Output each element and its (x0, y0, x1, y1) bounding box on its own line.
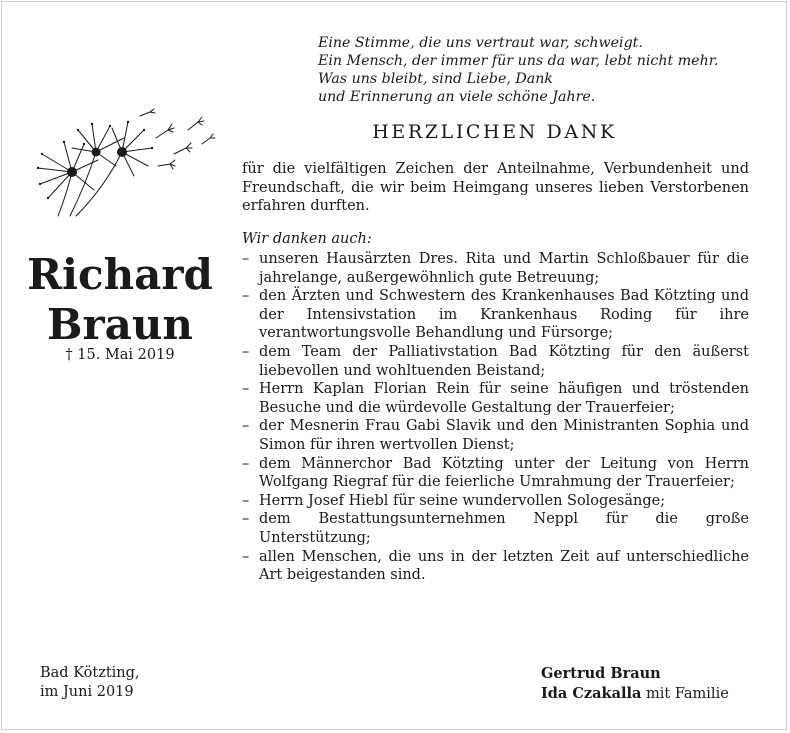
first-name: Richard (27, 250, 213, 299)
dash: – (242, 251, 250, 267)
thanks-intro: Wir danken auch: (242, 231, 372, 247)
list-item-text: allen Menschen, die uns in der letzten Zeit auf unterschiedliche Art beigestanden sind. (259, 548, 749, 584)
dash: – (242, 288, 250, 305)
list-item (242, 492, 749, 511)
list-item-text: den Ärzten und Schwestern des Krankenhauses Bad Kötzting und der Intensivstation im Krankenhaus Roding für ihre verantwortungsvolle Behandlung und Fürsorge; (259, 288, 749, 342)
list-item (242, 548, 749, 585)
list-item-text: Herrn Kaplan Florian Rein für seine häufigen und tröstenden Besuche und die würdevolle Gestaltung der Trauerfeier; (259, 381, 749, 416)
death-date: † 15. Mai 2019 (65, 347, 175, 363)
poem-line: und Erinnerung an viele schöne Jahre. (318, 89, 596, 105)
list-item (242, 343, 749, 380)
deceased-name (20, 250, 220, 350)
list-item (242, 287, 749, 343)
poem-line: Was uns bleibt, sind Liebe, Dank (318, 71, 553, 87)
dash: – (242, 511, 250, 528)
poem-line: Eine Stimme, die uns vertraut war, schweigt. (318, 35, 643, 51)
dash: – (242, 343, 250, 360)
list-item-text: dem Bestattungsunternehmen Neppl für die große Unterstützung; (259, 511, 749, 546)
thanks-heading: HERZLICHEN DANK (372, 121, 617, 143)
dash: – (242, 455, 250, 472)
dash: – (242, 548, 250, 565)
list-item-text: unseren Hausärzten Dres. Rita und Martin Schloßbauer für die jahrelange, außergewöhnlich gute Betreuung; (259, 251, 749, 286)
last-name: Braun (47, 300, 193, 349)
list-item-text: dem Männerchor Bad Kötzting unter der Leitung von Herrn Wolfgang Riegraf für die feierliche Umrahmung der Trauerfeier; (259, 455, 749, 491)
date: im Juni 2019 (40, 684, 134, 700)
signers (541, 664, 729, 704)
list-item (242, 417, 749, 454)
list-item (242, 510, 749, 547)
intro-text: für die vielfältigen Zeichen der Anteilnahme, Verbundenheit und Freundschaft, die wir beim Heimgang unseres lieben Verstorbenen erfahren durften. (242, 161, 749, 215)
signer-1: Gertrud Braun (541, 665, 661, 682)
list-item-text: dem Team der Palliativstation Bad Kötzting für den äußerst liebevollen und wohltuenden Beistand; (259, 343, 749, 379)
list-item-text: Herrn Josef Hiebl für seine wundervollen Sologesänge; (259, 492, 666, 509)
dash: – (242, 418, 250, 435)
poem-line: Ein Mensch, der immer für uns da war, lebt nicht mehr. (318, 53, 719, 69)
place-date (40, 664, 140, 702)
list-item (242, 380, 749, 417)
dash: – (242, 381, 250, 398)
dash: – (242, 492, 250, 509)
place: Bad Kötzting, (40, 665, 140, 681)
list-item (242, 455, 749, 492)
signer-2-name: Ida Czakalla (541, 685, 642, 702)
list-item (242, 250, 749, 287)
poem (318, 34, 778, 106)
signer-2-suffix: mit Familie (641, 686, 729, 702)
thanks-list (242, 250, 749, 585)
list-item-text: der Mesnerin Frau Gabi Slavik und den Ministranten Sophia und Simon für ihren wertvollen Dienst; (259, 418, 749, 453)
dandelion-icon (28, 108, 218, 218)
